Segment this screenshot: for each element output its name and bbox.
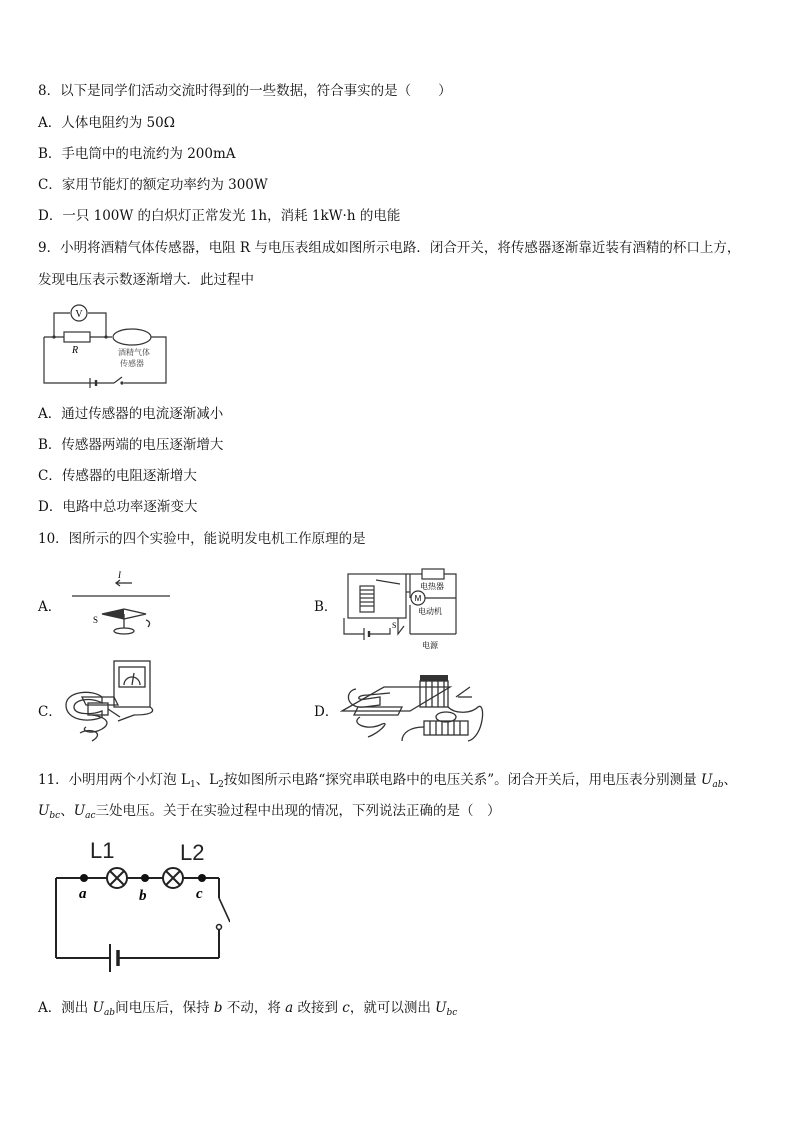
q8-option-d: D．一只 100W 的白炽灯正常发光 1h，消耗 1kW·h 的电能	[38, 208, 401, 224]
q10-option-d-label: D．	[314, 704, 339, 720]
q8-option-a: A．人体电阻约为 50Ω	[38, 115, 175, 131]
q11-a-c: c	[342, 1000, 350, 1016]
q11-a-part2: 间电压后，保持	[115, 1000, 214, 1016]
q10-option-c-label: C．	[38, 704, 62, 720]
q11-u-ab: U	[700, 772, 713, 788]
q11-a-part3: 不动，将	[222, 1000, 286, 1016]
q11-u-ac: U	[73, 803, 86, 819]
q11-a-u2: U	[435, 1000, 447, 1016]
q10-figure-b-electromagnetic-relay	[340, 562, 465, 654]
q11-stem-line2	[38, 802, 501, 825]
q9-option-d: D．电路中总功率逐渐变大	[38, 499, 198, 515]
q8-option-b: B．手电筒中的电流约为 200mA	[38, 146, 236, 162]
q11-stem-part4: 三处电压。关于在实验过程中出现的情况，下列说法正确的是（ ）	[95, 803, 501, 819]
power-source-label: 电源	[422, 641, 438, 650]
sensor-label-2: 传感器	[120, 359, 144, 368]
q11-stem-part2: 、L	[195, 772, 219, 788]
q11-sub-ac: ac	[85, 811, 96, 821]
q9-option-c: C．传感器的电阻逐渐增大	[38, 468, 197, 484]
q10-stem: 10．图所示的四个实验中，能说明发电机工作原理的是	[38, 531, 366, 547]
lamp-l2-label: L2	[180, 840, 205, 865]
q8-stem: 8．以下是同学们活动交流时得到的一些数据，符合事实的是（ ）	[38, 83, 452, 99]
q11-a-part1: A．测出	[38, 1000, 93, 1016]
q11-separator-2: 、	[60, 803, 74, 819]
q11-sub-bc: bc	[49, 811, 61, 821]
point-c-label: c	[196, 886, 203, 902]
q11-a-a: a	[285, 1000, 294, 1016]
q11-a-sub-bc: bc	[446, 1008, 458, 1018]
q11-stem-line1	[38, 771, 737, 794]
voltmeter-label: V	[75, 309, 83, 320]
q11-a-u: U	[92, 1000, 104, 1016]
q8-option-c: C．家用节能灯的额定功率约为 300W	[38, 177, 268, 193]
heater-label: 电热器	[420, 582, 444, 591]
q11-u-bc: U	[38, 803, 50, 819]
q10-figure-a-oersted-experiment	[70, 568, 174, 640]
motor-symbol: M	[414, 594, 422, 603]
q11-option-a	[38, 999, 457, 1022]
point-b-label: b	[139, 888, 147, 904]
q9-option-b: B．传感器两端的电压逐渐增大	[38, 437, 224, 453]
q9-stem-line2: 发现电压表示数逐渐增大．此过程中	[38, 272, 254, 288]
q9-stem-line1: 9．小明将酒精气体传感器，电阻 R 与电压表组成如图所示电路．闭合开关，将传感器逐渐靠近装有酒精的杯口上方，	[38, 240, 741, 256]
point-a-label: a	[79, 886, 87, 902]
current-label: I	[118, 570, 121, 580]
q10-option-b-label: B．	[314, 599, 338, 615]
q11-a-b: b	[213, 1000, 223, 1016]
q10-figure-c-electromagnetic-induction-experiment	[62, 657, 162, 745]
q11-sub-2: 2	[218, 780, 224, 790]
lamp-l1-label: L1	[90, 838, 115, 863]
q9-option-a: A．通过传感器的电流逐渐减小	[38, 406, 224, 422]
q11-stem-part1: 11．小明用两个小灯泡 L	[38, 772, 190, 788]
switch-label: S	[392, 621, 397, 630]
q10-option-a-label: A．	[38, 599, 62, 615]
q11-series-circuit-diagram	[50, 836, 230, 976]
q10-figure-d-motor-experiment	[340, 667, 490, 747]
q11-a-part4: 改接到	[293, 1000, 343, 1016]
q11-sub-1: 1	[189, 780, 196, 790]
q11-a-sub-ab: ab	[103, 1008, 116, 1018]
q9-circuit-diagram	[40, 303, 172, 389]
q11-sub-ab: ab	[712, 780, 724, 790]
q11-stem-part3: 按如图所示电路“探究串联电路中的电压关系”。闭合开关后，用电压表分别测量	[223, 772, 701, 788]
resistor-label: R	[72, 345, 79, 356]
south-pole-label: S	[93, 615, 99, 625]
motor-label: 电动机	[418, 607, 442, 616]
sensor-label-1: 酒精气体	[118, 348, 150, 357]
q11-a-part5: ，就可以测出	[349, 1000, 436, 1016]
q11-separator: 、	[723, 772, 737, 788]
